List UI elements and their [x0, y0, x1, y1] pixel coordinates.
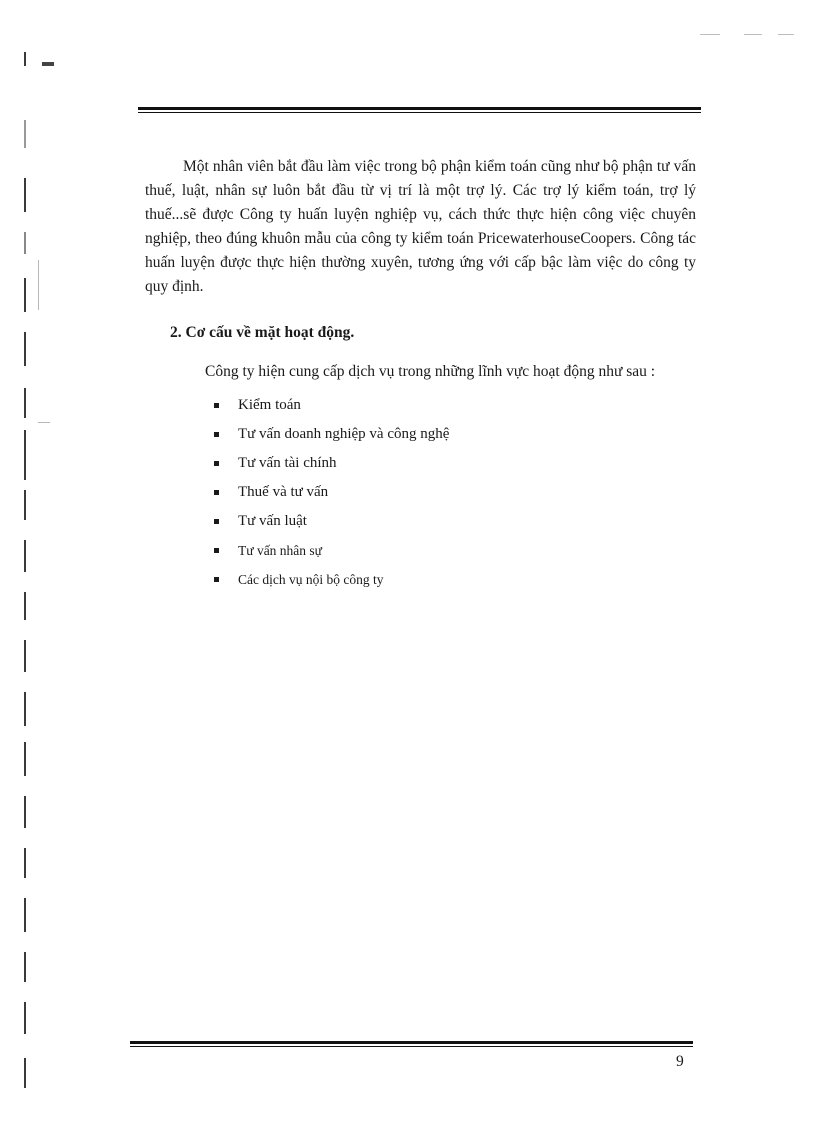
binding-speck	[42, 62, 54, 66]
binding-mark	[24, 742, 26, 776]
binding-speck	[38, 422, 50, 423]
service-label: Tư vấn doanh nghiệp và công nghệ	[238, 426, 450, 442]
page-number: 9	[676, 1053, 684, 1070]
binding-mark	[24, 848, 26, 878]
square-bullet-icon	[214, 519, 219, 524]
square-bullet-icon	[214, 432, 219, 437]
header-rule	[138, 107, 701, 113]
list-item	[145, 507, 696, 536]
service-label: Kiểm toán	[238, 397, 301, 413]
binding-mark	[24, 232, 26, 254]
square-bullet-icon	[214, 577, 219, 582]
list-item	[145, 565, 696, 594]
section-intro: Công ty hiện cung cấp dịch vụ trong những lĩnh vực hoạt động như sau :	[205, 363, 656, 380]
scan-dash	[778, 34, 794, 35]
binding-mark	[24, 1058, 26, 1088]
binding-speck	[38, 260, 39, 310]
list-item	[145, 420, 696, 449]
scan-binding-edge	[0, 0, 70, 1123]
list-item	[145, 536, 696, 565]
binding-mark	[24, 640, 26, 672]
square-bullet-icon	[214, 548, 219, 553]
square-bullet-icon	[214, 490, 219, 495]
binding-mark	[24, 490, 26, 520]
service-label: Tư vấn nhân sự	[238, 543, 322, 558]
service-label: Các dịch vụ nội bộ công ty	[238, 572, 384, 587]
service-label: Tư vấn luật	[238, 513, 307, 529]
binding-mark	[24, 178, 26, 212]
binding-mark	[24, 796, 26, 828]
scan-dash	[744, 34, 762, 35]
binding-mark	[24, 430, 26, 480]
intro-paragraph: Một nhân viên bắt đầu làm việc trong bộ phận kiểm toán cũng như bộ phận tư vấn thuế, luật, nhân sự luôn bắt đầu từ vị trí là một trợ lý. Các trợ lý kiểm toán, trợ lý thuế...sẽ được Công ty huấn luyện nghiệp vụ, cách thức thực hiện công việc chuyên nghiệp, theo đúng khuôn mẫu của công ty kiểm toán PricewaterhouseCoopers. Công tác huấn luyện được thực hiện thường xuyên, tương ứng với cấp bậc làm việc do công ty quy định.	[145, 158, 696, 295]
binding-mark	[24, 120, 26, 148]
binding-mark	[24, 52, 26, 66]
page-body	[145, 155, 696, 594]
binding-mark	[24, 540, 26, 572]
square-bullet-icon	[214, 461, 219, 466]
service-label: Tư vấn tài chính	[238, 455, 337, 471]
list-item	[145, 478, 696, 507]
binding-mark	[24, 692, 26, 726]
footer-rule	[130, 1041, 693, 1047]
binding-mark	[24, 332, 26, 366]
binding-mark	[24, 1002, 26, 1034]
square-bullet-icon	[214, 403, 219, 408]
list-item	[145, 391, 696, 420]
binding-mark	[24, 592, 26, 620]
service-label: Thuế và tư vấn	[238, 484, 329, 500]
scan-dash	[700, 34, 720, 35]
service-list	[145, 391, 696, 594]
section-heading: 2. Cơ cấu về mặt hoạt động.	[170, 324, 355, 341]
binding-mark	[24, 278, 26, 312]
binding-mark	[24, 898, 26, 932]
binding-mark	[24, 952, 26, 982]
list-item	[145, 449, 696, 478]
binding-mark	[24, 388, 26, 418]
